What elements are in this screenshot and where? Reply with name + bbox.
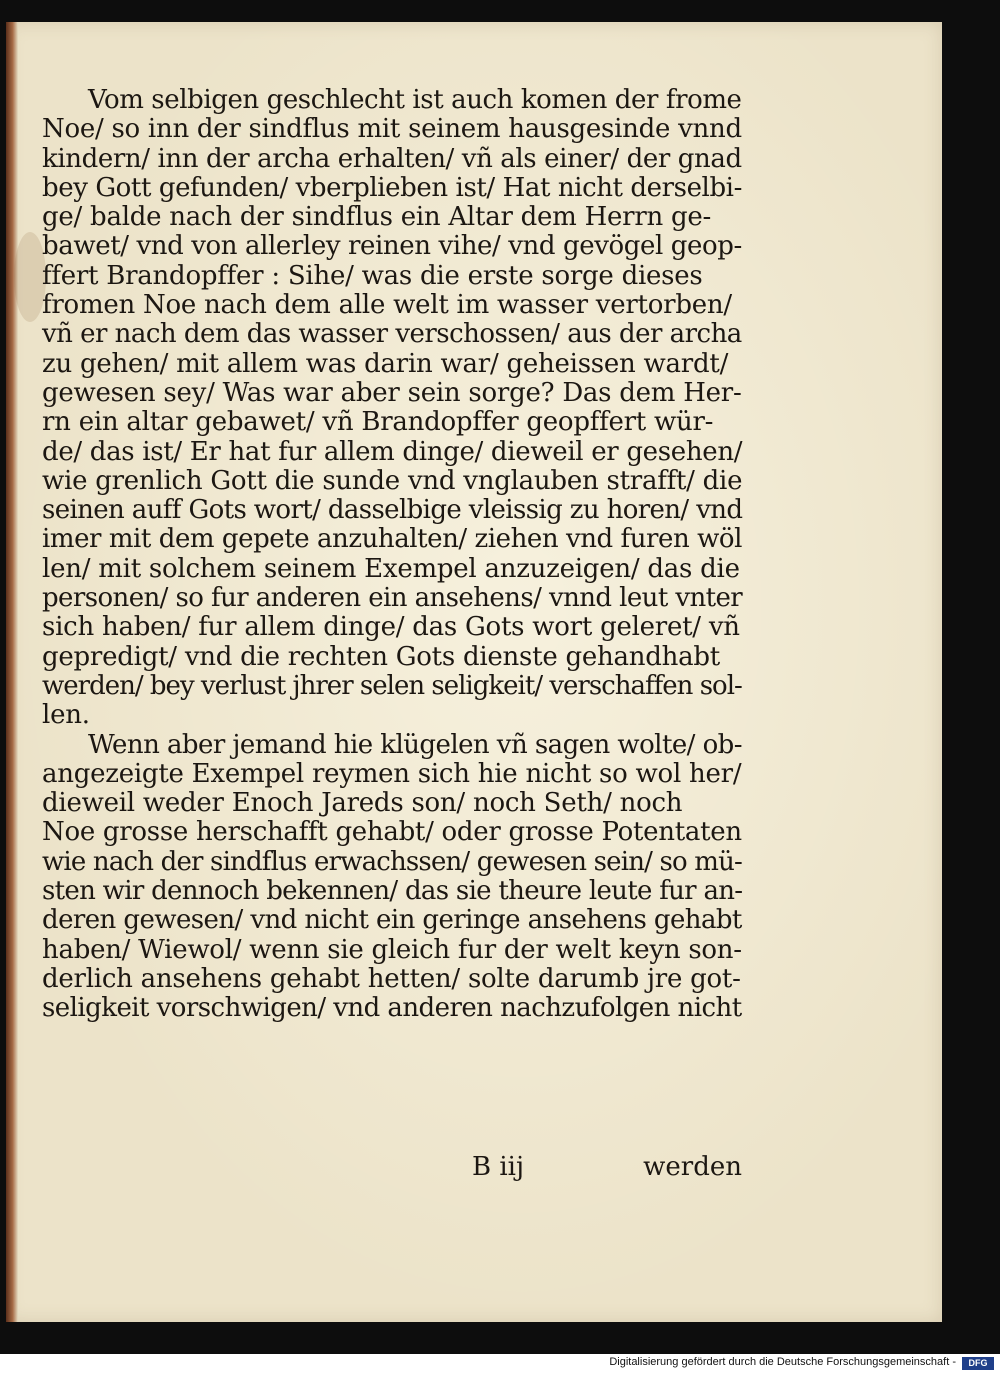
text-line: dieweil weder Enoch Jareds son/ noch Seth/ noch	[42, 788, 683, 819]
text-line: len.	[42, 700, 90, 731]
text-line: ge/ balde nach der sindflus ein Altar dem Herrn ge-	[42, 202, 712, 233]
text-line: fromen Noe nach dem alle welt im wasser vertorben/	[42, 290, 732, 321]
funding-credit: Digitalisierung gefördert durch die Deutsche Forschungsgemeinschaft -	[609, 1356, 956, 1368]
text-line: sich haben/ fur allem dinge/ das Gots wort geleret/ vñ	[42, 612, 740, 643]
page-foot-line	[42, 1152, 742, 1184]
text-line: gepredigt/ vnd die rechten Gots dienste gehandhabt	[42, 641, 720, 672]
digitization-footer	[0, 1354, 1000, 1374]
text-line: deren gewesen/ vnd nicht ein geringe ansehens gehabt	[42, 905, 742, 936]
text-line: len/ mit solchem seinem Exempel anzuzeigen/ das die	[42, 553, 740, 584]
text-line: vñ er nach dem das wasser verschossen/ aus der archa	[42, 319, 742, 350]
text-line: rn ein altar gebawet/ vñ Brandopffer geopffert wür-	[42, 407, 714, 438]
text-line: Noe/ so inn der sindflus mit seinem hausgesinde vnnd	[42, 114, 742, 145]
text-line: personen/ so fur anderen ein ansehens/ vnnd leut vnter	[42, 583, 743, 614]
text-line: Noe grosse herschafft gehabt/ oder grosse Potentaten	[42, 817, 742, 848]
text-line: seligkeit vorschwigen/ vnd anderen nachzufolgen nicht	[42, 993, 742, 1024]
text-line: zu gehen/ mit allem was darin war/ geheissen wardt/	[42, 348, 729, 379]
text-line: wie nach der sindflus erwachssen/ gewesen sein/ so mü-	[42, 846, 742, 877]
signature-mark: B iij	[472, 1152, 525, 1182]
text-line: angezeigte Exempel reymen sich hie nicht so wol her/	[42, 758, 742, 789]
text-line: gewesen sey/ Was war aber sein sorge? Das dem Her-	[42, 377, 742, 408]
text-line: Vom selbigen geschlecht ist auch komen der frome	[88, 85, 742, 115]
text-line: derlich ansehens gehabt hetten/ solte darumb jre got-	[42, 963, 741, 994]
text-line: bawet/ vnd von allerley reinen vihe/ vnd gevögel geop-	[42, 231, 742, 262]
text-line: Wenn aber jemand hie klügelen vñ sagen wolte/ ob-	[88, 729, 742, 760]
text-line: ffert Brandopffer : Sihe/ was die erste sorge dieses	[42, 260, 703, 291]
text-line: kindern/ inn der archa erhalten/ vñ als einer/ der gnad	[42, 143, 742, 174]
text-line: seinen auff Gots wort/ dasselbige vleissig zu horen/ vnd	[42, 495, 743, 526]
text-line: de/ das ist/ Er hat fur allem dinge/ dieweil er gesehen/	[42, 436, 743, 467]
text-line: sten wir dennoch bekennen/ das sie theure leute fur an-	[42, 876, 743, 907]
text-line: wie grenlich Gott die sunde vnd vnglauben strafft/ die	[42, 465, 743, 496]
text-line: imer mit dem gepete anzuhalten/ ziehen vnd furen wöl	[42, 524, 742, 555]
dfg-logo: DFG	[962, 1357, 994, 1370]
text-line: haben/ Wiewol/ wenn sie gleich fur der welt keyn son-	[42, 934, 742, 965]
body-text	[42, 86, 742, 1024]
catchword: werden	[643, 1152, 742, 1182]
text-line: werden/ bey verlust jhrer selen seligkeit/ verschaffen sol-	[42, 670, 742, 701]
text-line: bey Gott gefunden/ vberplieben ist/ Hat nicht derselbi-	[42, 172, 742, 203]
page-spine-edge	[6, 22, 18, 1322]
